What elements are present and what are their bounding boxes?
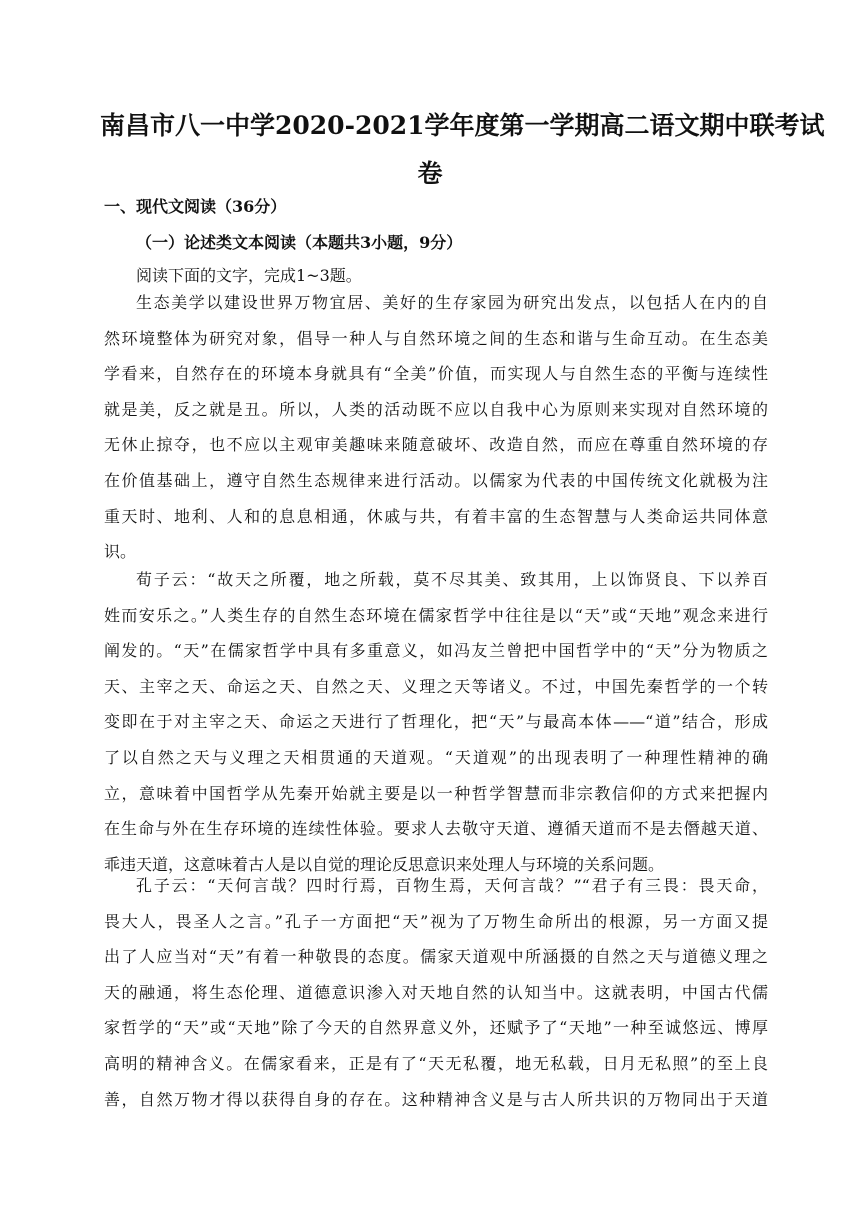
paragraph-line: 乖违天道，这意味着古人是以自觉的理论反思意识来处理人与环境的关系问题。	[104, 854, 665, 874]
exam-title-line-1: 南昌市八一中学2020-2021学年度第一学期高二语文期中联考试	[100, 111, 825, 140]
paragraph-line: 善，自然万物才得以获得自身的存在。这种精神含义是与古人所共识的万物同出于天道	[104, 1089, 768, 1109]
paragraph-1	[104, 285, 768, 570]
paragraph-line: 在价值基础上，遵守自然生态规律来进行活动。以儒家为代表的中国传统文化就极为注	[104, 470, 768, 490]
paragraph-line: 荀子云：“故天之所覆，地之所载，莫不尽其美、致其用，上以饰贤良、下以养百	[136, 570, 768, 589]
paragraph-line: 孔子云：“天何言哉？四时行焉，百物生焉，天何言哉？”“君子有三畏：畏天命，	[136, 876, 768, 895]
reading-instruction: 阅读下面的文字，完成1~3题。	[136, 266, 362, 285]
paragraph-line: 了以自然之天与义理之天相贯通的天道观。“天道观”的出现表明了一种理性精神的确	[104, 747, 768, 767]
paragraph-line: 立，意味着中国哲学从先秦开始就主要是以一种哲学智慧而非宗教信仰的方式来把握内	[104, 783, 768, 803]
paragraph-line: 阐发的。“天”在儒家哲学中具有多重意义，如冯友兰曾把中国哲学中的“天”分为物质之	[104, 641, 768, 661]
paragraph-line: 畏大人，畏圣人之言。”孔子一方面把“天”视为了万物生命所出的根源，另一方面又提	[104, 911, 768, 931]
exam-title	[100, 102, 825, 198]
paragraph-line: 出了人应当对“天”有着一种敬畏的态度。儒家天道观中所涵摄的自然之天与道德义理之	[104, 947, 768, 967]
paragraph-line: 高明的精神含义。在儒家看来，正是有了“天无私覆，地无私载，日月无私照”的至上良	[104, 1053, 768, 1073]
paragraph-line: 在生命与外在生存环境的连续性体验。要求人去敬守天道、遵循天道而不是去僭越天道、	[104, 819, 768, 839]
paragraph-line: 姓而安乐之。”人类生存的自然生态环境在儒家哲学中往往是以“天”或“天地”观念来进行	[104, 605, 768, 625]
paragraph-line: 就是美，反之就是丑。所以，人类的活动既不应以自我中心为原则来实现对自然环境的	[104, 399, 768, 419]
paragraph-line: 无休止掠夺，也不应以主观审美趣味来随意破坏、改造自然，而应在尊重自然环境的存	[104, 435, 768, 455]
paragraph-line: 识。	[104, 542, 137, 562]
paragraph-line: 天的融通，将生态伦理、道德意识渗入对天地自然的认知当中。这就表明，中国古代儒	[104, 982, 768, 1002]
paragraph-line: 变即在于对主宰之天、命运之天进行了哲理化，把“天”与最高本体——“道”结合，形成	[104, 712, 768, 732]
paragraph-line: 天、主宰之天、命运之天、自然之天、义理之天等诸义。不过，中国先秦哲学的一个转	[104, 676, 768, 696]
paragraph-line: 重天时、地利、人和的息息相通，休戚与共，有着丰富的生态智慧与人类命运共同体意	[104, 506, 768, 526]
paragraph-3	[104, 868, 768, 1117]
exam-title-line-2: 卷	[417, 159, 443, 188]
section-heading: 一、现代文阅读（36分）	[104, 197, 287, 216]
sub-heading: （一）论述类文本阅读（本题共3小题，9分）	[136, 233, 463, 252]
paragraph-line: 生态美学以建设世界万物宜居、美好的生存家园为研究出发点，以包括人在内的自	[136, 293, 768, 312]
paragraph-2	[104, 562, 768, 882]
paragraph-line: 然环境整体为研究对象，倡导一种人与自然环境之间的生态和谐与生命互动。在生态美	[104, 328, 768, 348]
paragraph-line: 学看来，自然存在的环境本身就具有“全美”价值，而实现人与自然生态的平衡与连续性	[104, 364, 768, 384]
paragraph-line: 家哲学的“天”或“天地”除了今天的自然界意义外，还赋予了“天地”一种至诚悠远、博厚	[104, 1018, 768, 1038]
